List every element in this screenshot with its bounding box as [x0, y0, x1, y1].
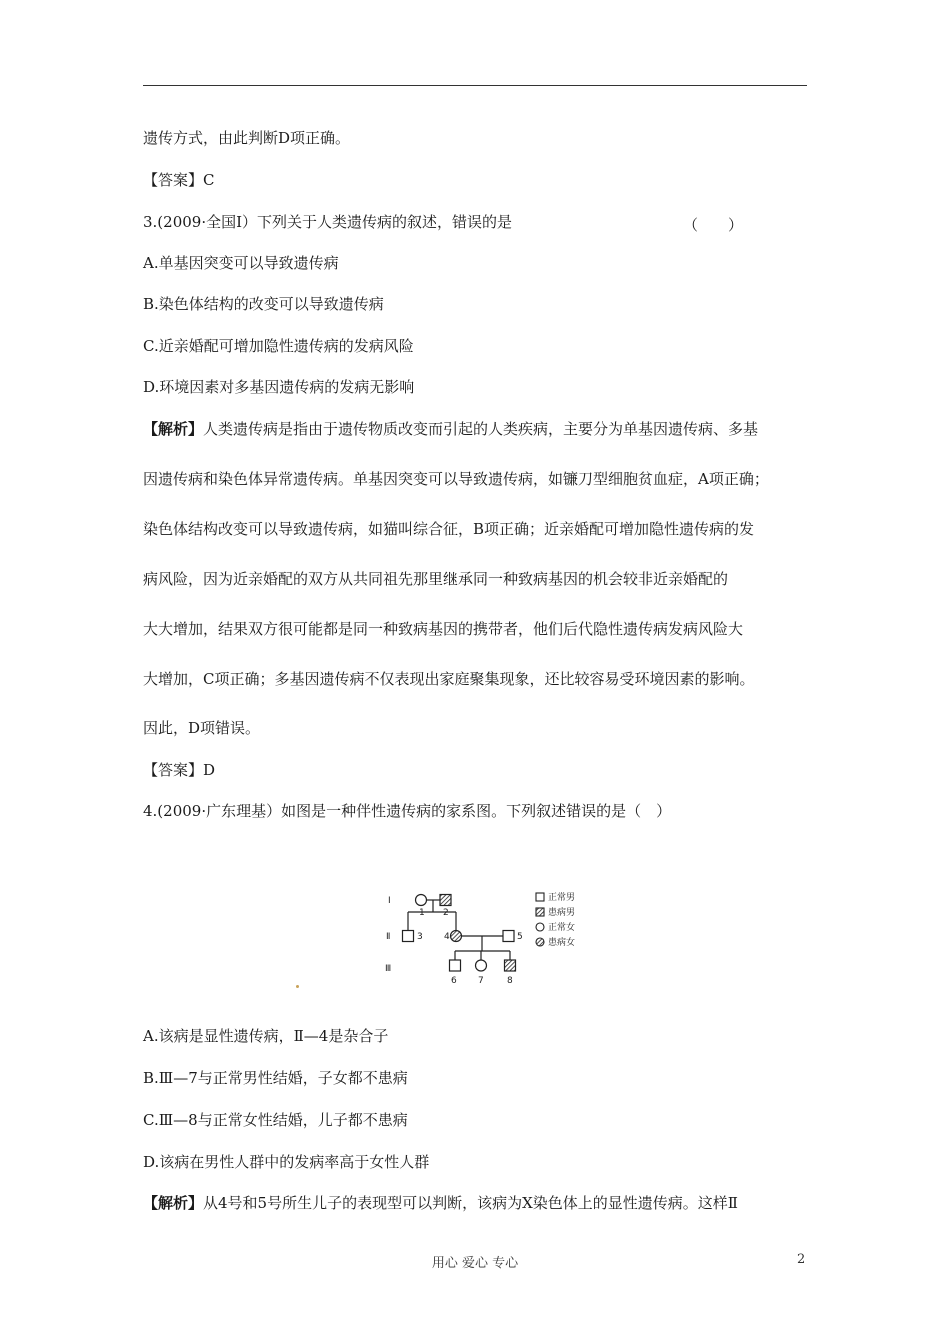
legend-affected-female-icon: [536, 938, 544, 946]
individual-8-affected-male: [505, 960, 516, 971]
text-line: 遗传方式，由此判断D项正确。: [143, 129, 351, 147]
analysis-text: 因此，D项错误。: [143, 719, 261, 737]
analysis-text: 因遗传病和染色体异常遗传病。单基因突变可以导致遗传病，如镰刀型细胞贫血症，A项正确；: [143, 470, 769, 488]
individual-6-male: [450, 960, 461, 971]
option-b: B.染色体结构的改变可以导致遗传病: [143, 295, 384, 313]
pedigree-chart: [380, 888, 600, 990]
individual-number: 7: [478, 976, 484, 986]
legend-normal-male-icon: [536, 893, 544, 901]
individual-5-male: [503, 931, 514, 942]
analysis-text: 病风险，因为近亲婚配的双方从共同祖先那里继承同一种致病基因的机会较非近亲婚配的: [143, 570, 729, 588]
option-a: A.该病是显性遗传病，Ⅱ—4是杂合子: [143, 1027, 389, 1045]
individual-number: 8: [507, 976, 513, 986]
analysis-line: [143, 1193, 738, 1213]
individual-3-male: [403, 931, 414, 942]
answer-blank: （ ）: [683, 216, 744, 234]
question-3: 3.(2009·全国Ⅰ）下列关于人类遗传病的叙述，错误的是: [143, 213, 513, 231]
individual-4-affected-female: [451, 931, 462, 942]
analysis-tag: 【解析】: [143, 1194, 204, 1212]
generation-label: Ⅱ: [386, 932, 391, 942]
individual-number: 3: [417, 932, 423, 942]
option-d: D.环境因素对多基因遗传病的发病无影响: [143, 378, 415, 396]
analysis-text: 染色体结构改变可以导致遗传病，如猫叫综合征，B项正确；近亲婚配可增加隐性遗传病的发: [143, 520, 755, 538]
analysis-text: 人类遗传病是指由于遗传物质改变而引起的人类疾病，主要分为单基因遗传病、多基: [203, 420, 759, 438]
option-c: C.Ⅲ—8与正常女性结婚，儿子都不患病: [143, 1111, 408, 1129]
analysis-text: 大增加，C项正确；多基因遗传病不仅表现出家庭聚集现象，还比较容易受环境因素的影响。: [143, 670, 755, 688]
option-c: C.近亲婚配可增加隐性遗传病的发病风险: [143, 337, 414, 355]
option-b: B.Ⅲ—7与正常男性结婚，子女都不患病: [143, 1069, 408, 1087]
legend-normal-female-icon: [536, 923, 544, 931]
footer-motto: 用心 爱心 专心: [431, 1256, 519, 1271]
individual-number: 6: [451, 976, 457, 986]
answer-line: 【答案】C: [143, 171, 215, 189]
individual-7-female: [476, 960, 487, 971]
scan-speck: [296, 985, 299, 988]
question-4: 4.(2009·广东理基）如图是一种伴性遗传病的家系图。下列叙述错误的是（ ）: [143, 802, 672, 820]
answer-line: 【答案】D: [143, 761, 216, 779]
generation-label: Ⅲ: [385, 964, 392, 974]
analysis-text: 从4号和5号所生儿子的表现型可以判断，该病为X染色体上的显性遗传病。这样Ⅱ: [203, 1194, 738, 1212]
individual-number: 2: [443, 908, 449, 918]
generation-label: Ⅰ: [388, 896, 391, 906]
legend-label: 正常男: [548, 893, 576, 903]
individual-1-female: [416, 895, 427, 906]
individual-2-affected-male: [440, 895, 451, 906]
option-a: A.单基因突变可以导致遗传病: [143, 254, 339, 272]
legend-affected-male-icon: [536, 908, 544, 916]
option-d: D.该病在男性人群中的发病率高于女性人群: [143, 1153, 430, 1171]
analysis-text: 大大增加，结果双方很可能都是同一种致病基因的携带者，他们后代隐性遗传病发病风险大: [143, 620, 744, 638]
page-number: 2: [797, 1252, 806, 1267]
legend-label: 患病男: [548, 908, 576, 918]
analysis-tag: 【解析】: [143, 420, 204, 438]
analysis-line: [143, 419, 758, 439]
individual-number: 4: [444, 932, 450, 942]
individual-number: 5: [517, 932, 523, 942]
header-rule: [143, 85, 807, 86]
legend-label: 正常女: [548, 923, 576, 933]
legend-label: 患病女: [548, 938, 576, 948]
individual-number: 1: [419, 908, 425, 918]
